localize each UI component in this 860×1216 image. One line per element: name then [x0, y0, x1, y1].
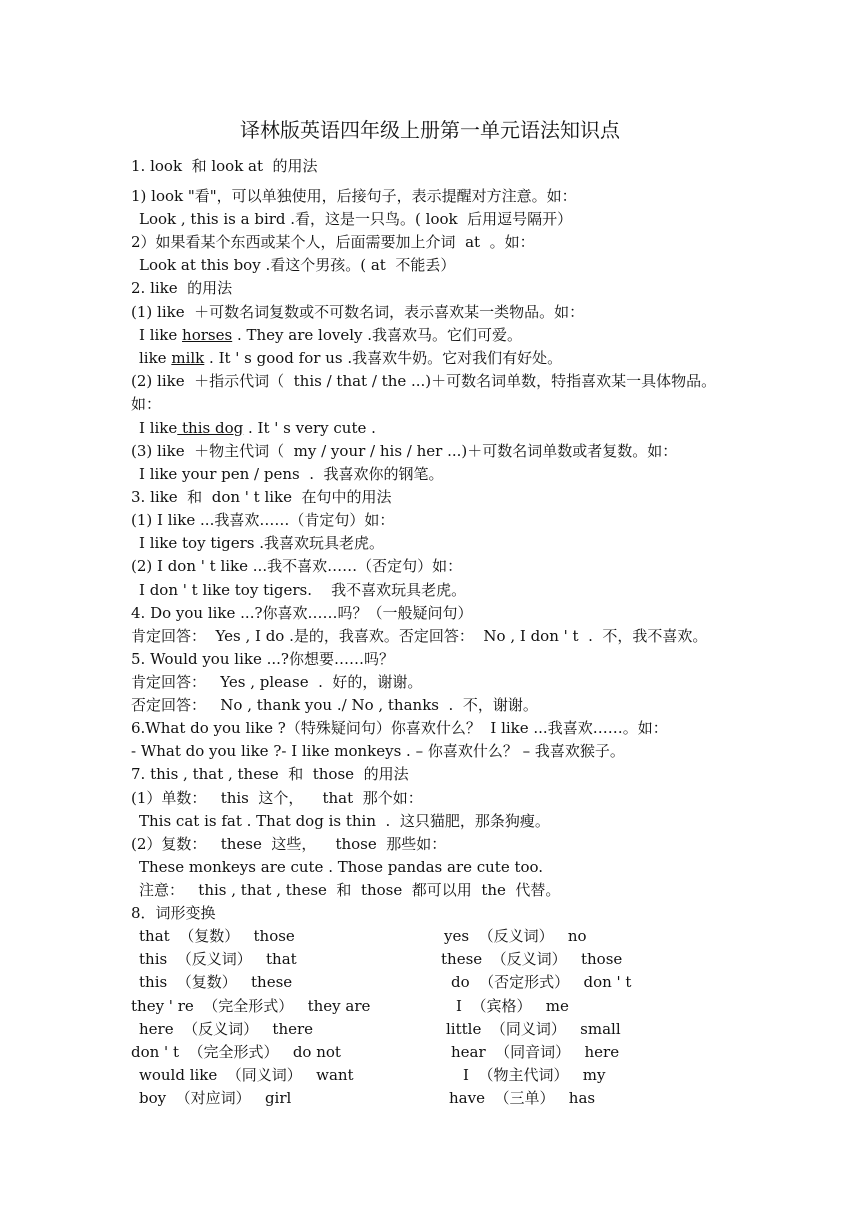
text-line: 2）如果看某个东西或某个人，后面需要加上介词 at 。如：: [131, 233, 535, 251]
text-line: (1）单数： this 这个， that 那个如：: [131, 789, 423, 807]
example-line: [139, 325, 522, 345]
section-heading: 5. Would you like ...?你想要……吗？: [131, 650, 394, 668]
example-line: Look , this is a bird .看，这是一只鸟。( look 后用逗号隔开）: [139, 210, 573, 228]
example-line: This cat is fat . That dog is thin . 这只猫肥，那条狗瘦。: [139, 812, 550, 830]
word-form-item: boy （对应词） girl: [139, 1089, 292, 1107]
section-heading: 4. Do you like ...?你喜欢……吗？（一般疑问句）: [131, 604, 473, 622]
example-line: I like your pen / pens . 我喜欢你的钢笔。: [139, 465, 444, 483]
word-form-item: yes （反义词） no: [444, 927, 587, 945]
text-span: like: [139, 349, 172, 367]
word-form-item: here （反义词） there: [139, 1020, 314, 1038]
word-form-item: that （复数） those: [139, 927, 295, 945]
text-span: I like: [139, 419, 178, 437]
text-span: . It ' s good for us .我喜欢牛奶。它对我们有好处。: [204, 349, 563, 367]
section-heading: 8．词形变换: [131, 904, 216, 922]
underlined-word: milk: [171, 349, 205, 367]
section-heading: 1. look 和 look at 的用法: [131, 157, 318, 175]
word-form-item: do （否定形式） don ' t: [451, 973, 632, 991]
section-heading: 6.What do you like ?（特殊疑问句）你喜欢什么？ I like ...我喜欢……。如：: [131, 719, 668, 737]
word-form-item: I （宾格） me: [456, 997, 569, 1015]
word-form-item: this （复数） these: [139, 973, 293, 991]
example-line: - What do you like ?- I like monkeys . – 你喜欢什么？ – 我喜欢猴子。: [131, 742, 625, 760]
text-span: I like: [139, 326, 183, 344]
text-line: (2) like ＋指示代词（ this / that / the ...)＋可数名词单数，特指喜欢某一具体物品。: [131, 372, 717, 390]
underlined-word: this dog: [177, 419, 244, 437]
word-form-item: hear （同音词） here: [451, 1043, 620, 1061]
text-line: 1) look "看"，可以单独使用，后接句子，表示提醒对方注意。如：: [131, 187, 577, 205]
text-line: 否定回答： No , thank you ./ No , thanks . 不，谢谢。: [131, 696, 538, 714]
section-heading: 7. this , that , these 和 those 的用法: [131, 765, 409, 783]
text-line: (2) I don ' t like ...我不喜欢……（否定句）如：: [131, 557, 463, 575]
word-form-item: I （物主代词） my: [463, 1066, 606, 1084]
section-heading: 2. like 的用法: [131, 279, 233, 297]
section-heading: 3. like 和 don ' t like 在句中的用法: [131, 488, 392, 506]
underlined-word: horses: [182, 326, 233, 344]
word-form-item: don ' t （完全形式） do not: [131, 1043, 341, 1061]
example-line: These monkeys are cute . Those pandas are cute too.: [139, 858, 544, 876]
word-form-item: these （反义词） those: [441, 950, 623, 968]
word-form-item: have （三单） has: [449, 1089, 596, 1107]
word-form-item: little （同义词） small: [446, 1020, 621, 1038]
text-line: 如：: [131, 395, 162, 413]
note-line: 注意： this , that , these 和 those 都可以用 the 代替。: [139, 881, 561, 899]
text-span: . It ' s very cute .: [243, 419, 376, 437]
example-line: Look at this boy .看这个男孩。( at 不能丢）: [139, 256, 456, 274]
word-form-item: they ' re （完全形式） they are: [131, 997, 371, 1015]
text-line: 肯定回答： Yes , please . 好的，谢谢。: [131, 673, 423, 691]
text-line: (1) I like ...我喜欢……（肯定句）如：: [131, 511, 395, 529]
text-line: 肯定回答： Yes , I do .是的，我喜欢。否定回答： No , I don ' t . 不，我不喜欢。: [131, 627, 708, 645]
example-line: I like toy tigers .我喜欢玩具老虎。: [139, 534, 385, 552]
example-line: [139, 348, 562, 368]
example-line: [139, 418, 376, 438]
example-line: I don ' t like toy tigers. 我不喜欢玩具老虎。: [139, 581, 467, 599]
text-line: (3) like ＋物主代词（ my / your / his / her ...)＋可数名词单数或者复数。如：: [131, 442, 678, 460]
text-span: . They are lovely .我喜欢马。它们可爱。: [232, 326, 523, 344]
word-form-item: this （反义词） that: [139, 950, 297, 968]
text-line: (1) like ＋可数名词复数或不可数名词，表示喜欢某一类物品。如：: [131, 303, 585, 321]
word-form-item: would like （同义词） want: [139, 1066, 354, 1084]
text-line: (2）复数： these 这些， those 那些如：: [131, 835, 447, 853]
page-title: 译林版英语四年级上册第一单元语法知识点: [240, 118, 620, 142]
